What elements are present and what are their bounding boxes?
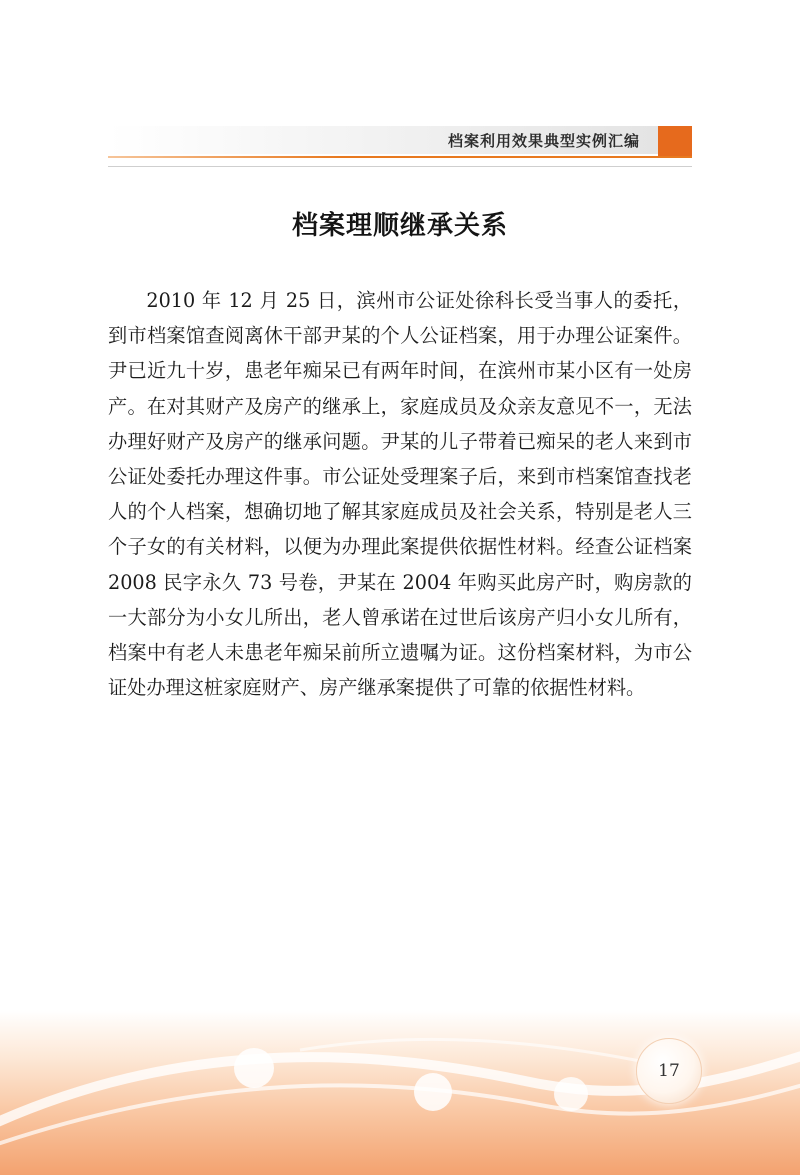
article-body: 2010 年 12 月 25 日，滨州市公证处徐科长受当事人的委托，到市档案馆查阅离休干部尹某的个人公证档案，用于办理公证案件。尹已近九十岁，患老年痴呆已有两年时间，在滨州市某小区有一处房产。在对其财产及房产的继承上，家庭成员及众亲友意见不一，无法办理好财产及房产的继承问题。尹某的儿子带着已痴呆的老人来到市公证处委托办理这件事。市公证处受理案子后，来到市档案馆查找老人的个人档案，想确切地了解其家庭成员及社会关系，特别是老人三个子女的有关材料，以便为办理此案提供依据性材料。经查公证档案 2008 民字永久 73 号卷，尹某在 2004 年购买此房产时，购房款的一大部分为小女儿所出，老人曾承诺在过世后该房产归小女儿所有，档案中有老人未患老年痴呆前所立遗嘱为证。这份档案材料，为市公证处办理这桩家庭财产、房产继承案提供了可靠的依据性材料。 (108, 289, 692, 700)
header-thin-rule (108, 166, 692, 167)
page-number: 17 (658, 1061, 680, 1081)
header-rule (108, 156, 692, 158)
running-header-title: 档案利用效果典型实例汇编 (447, 132, 640, 150)
article-title: 档案理顺继承关系 (291, 211, 508, 241)
header-accent-block (658, 126, 692, 157)
